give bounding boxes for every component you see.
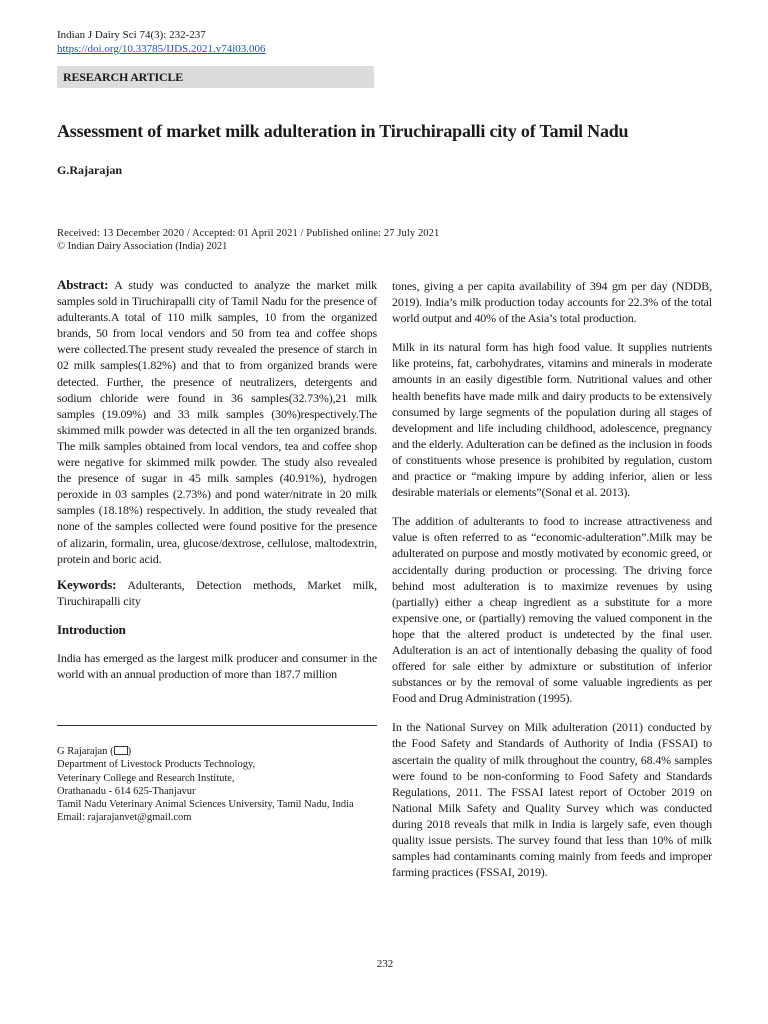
keywords-label: Keywords: <box>57 576 117 592</box>
author-affiliation <box>57 745 387 825</box>
affiliation-name: G Rajarajan <box>57 746 108 757</box>
abstract-label: Abstract: <box>57 277 109 292</box>
right-column <box>392 278 712 880</box>
body-paragraph: tones, giving a per capita availability of 394 gm per day (NDDB, 2019). India’s milk production today accounts for 22.3% of the total world output and 40% of the Asia’s total production. <box>392 279 712 326</box>
body-paragraph: Milk in its natural form has high food value. It supplies nutrients like proteins, fat, carbohydrates, vitamins and minerals in moderate amounts in an easily digestible form. Nutritional values and other health benefits have made milk and dairy products to be extensively consumed by large segments of the population during all stages of development and life including childhood, adolescence, pregnancy and the elderly. Adulteration can be defined as the inclusion in foods of constituents whose presence is prohibited by regulation, custom and practice or “making impure by adding inferior, alien or less desirable materials or elements”(Sonal et al. 2013). <box>392 340 712 500</box>
body-paragraph: In the National Survey on Milk adulteration (2011) conducted by the Food Safety and Standards of Authority of India (FSSAI) to ascertain the quality of milk throughout the country, 68.4% samples were found to be non-conforming to Food Safety and Standards Regulations, 2011. The FSSAI latest report of October 2019 on National Milk Safety and Quality Survey which was conducted during 2018 reveals that milk in India is largely safe, even though quality issue persists. The survey found that less than 10% of milk samples had contaminants coming mainly from feeds and improper farming practices (FSSAI, 2019). <box>392 720 712 880</box>
doi-link[interactable]: https://doi.org/10.33785/IJDS.2021.v74i03.006 <box>57 43 266 55</box>
publication-dates: Received: 13 December 2020 / Accepted: 01 April 2021 / Published online: 27 July 2021 <box>57 228 440 239</box>
affiliation-line: Veterinary College and Research Institute, <box>57 772 235 784</box>
affiliation-line: Department of Livestock Products Technology, <box>57 759 256 771</box>
paper-title: Assessment of market milk adulteration in Tiruchirapalli city of Tamil Nadu <box>57 121 629 141</box>
envelope-icon <box>114 746 128 755</box>
author-name: G.Rajarajan <box>57 163 122 177</box>
abstract-paragraph <box>57 277 377 567</box>
left-column <box>57 277 377 682</box>
footnote-divider <box>57 725 377 726</box>
keywords-paragraph <box>57 577 377 609</box>
copyright-line: © Indian Dairy Association (India) 2021 <box>57 241 228 252</box>
page-number: 232 <box>376 958 394 970</box>
introduction-heading: Introduction <box>57 621 126 637</box>
body-paragraph: The addition of adulterants to food to increase attractiveness and value is often referred to as “economic-adulteration”.Milk may be adulterated on purpose and mostly motivated by economic greed, or accidentally during production or processing. The driving force behind most adulteration is to maximize revenues by using (partially) either a cheap ingredient as a substitute for a more expensive one, or (partially) removing the valued component in the hope that the altered product is undetected by the final user. Adulteration is an act of intentionally debasing the quality of food offered for sale either by admixture or substitution of inferior substances or by the removal of some valuable ingredients as per Food and Drug Administration (1995). <box>392 514 712 706</box>
affiliation-line: Tamil Nadu Veterinary Animal Sciences University, Tamil Nadu, India <box>57 799 354 811</box>
journal-citation: Indian J Dairy Sci 74(3): 232-237 <box>57 29 206 41</box>
affiliation-line: Orathanadu - 614 625-Thanjavur <box>57 785 196 797</box>
affiliation-email: Email: rajarajanvet@gmail.com <box>57 812 192 824</box>
introduction-text: India has emerged as the largest milk producer and consumer in the world with an annual production of more than 187.7 million <box>57 650 377 681</box>
article-type-banner: RESEARCH ARTICLE <box>57 66 374 88</box>
affiliation-name-line: G Rajarajan ( ) <box>57 746 132 757</box>
keywords-text: Adulterants, Detection methods, Market milk, Tiruchirapalli city <box>57 577 377 608</box>
abstract-text: A study was conducted to analyze the market milk samples sold in Tiruchirapalli city of Tamil Nadu for the presence of adulterants.A total of 110 milk samples, 10 from the organized brands, 50 from local vendors and 50 from tea and coffee shops were collected.The present study revealed the presence of starch in 02 milk samples(1.82%) and that to from organized brands were detected. Further, the presence of neutralizers, detergents and sodium chloride were found in 36 samples(32.73%),21 milk samples (19.09%) and 33 milk samples (30%)respectively.The skimmed milk powder was detected in all the ten organized brands. The milk samples obtained from local vendors, tea and coffee shop were negative for skimmed milk powder. The study also revealed the presence of sugar in 45 milk samples (40.91%), hydrogen peroxide in 03 samples (2.73%) and pond water/nitrate in 20 milk samples (18.18%) respectively. In addition, the study revealed that none of the samples collected were found positive for the presence of alizarin, formalin, urea, glucose/dextrose, cellulose, maltodextrin, protein and boric acid. <box>57 278 377 566</box>
